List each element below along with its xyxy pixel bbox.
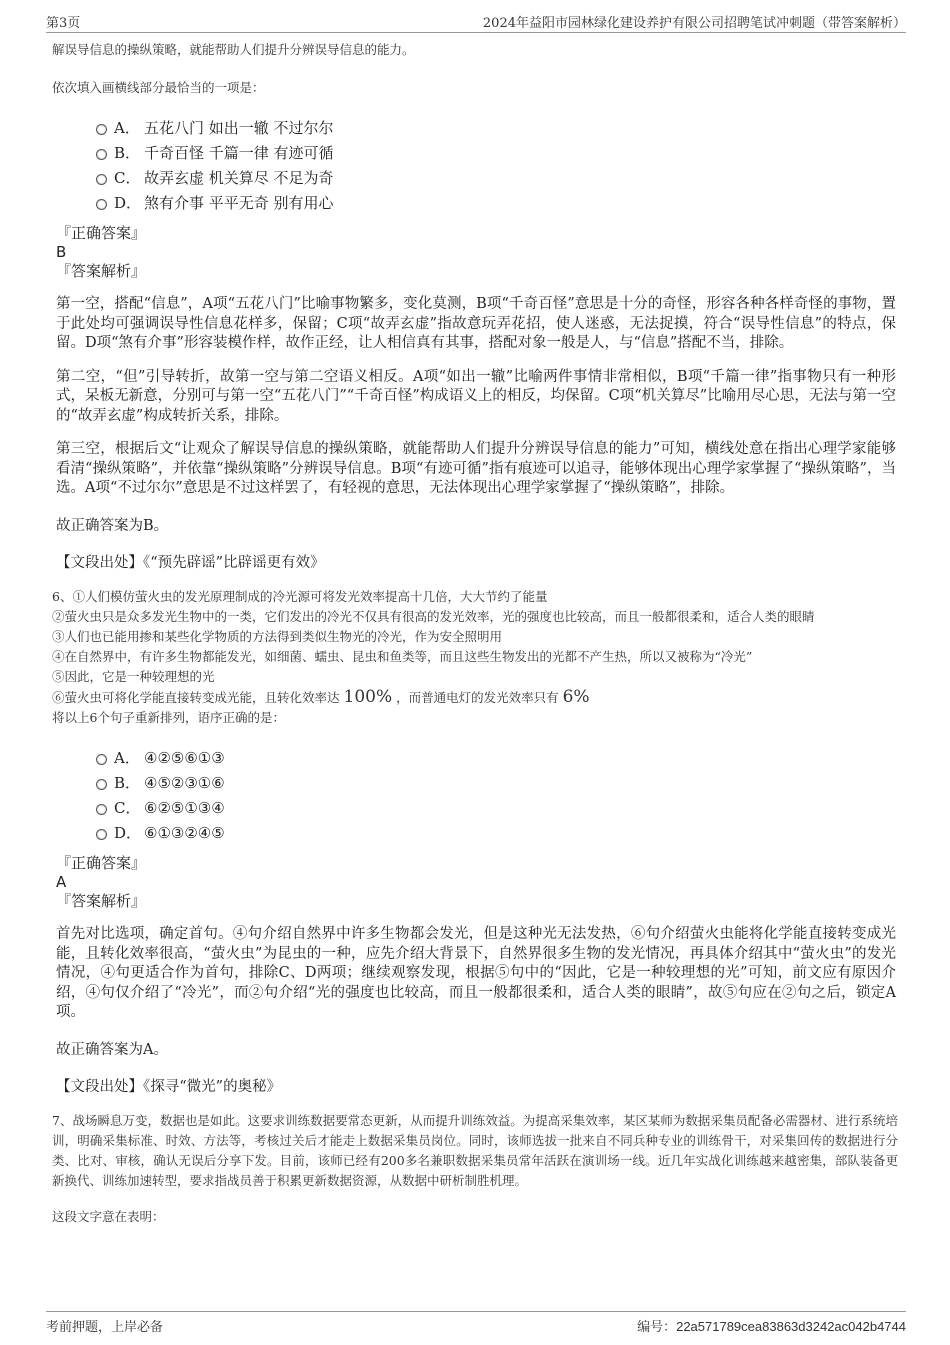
option-text: ④②⑤⑥①③	[144, 749, 225, 767]
sentence-4: ④在自然界中，有许多生物都能发光，如细菌、蠕虫、昆虫和鱼类等，而且这些生物发出的光都不产生热，所以又被称为“冷光”	[52, 649, 753, 664]
analysis-label: 『答案解析』	[56, 262, 147, 280]
option-c[interactable]	[96, 166, 906, 191]
option-letter: B．	[114, 774, 141, 792]
option-text: 故弄玄虚 机关算尽 不足为奇	[144, 169, 334, 187]
sentence-6-text: ⑥萤火虫可将化学能直接转变成光能，且转化效率达	[52, 690, 340, 705]
document-title: 2024年益阳市园林绿化建设养护有限公司招聘笔试冲刺题（带答案解析）	[482, 16, 906, 31]
option-letter: B．	[114, 144, 141, 162]
radio-button-icon[interactable]	[96, 804, 107, 815]
radio-button-icon[interactable]	[96, 174, 107, 185]
radio-button-icon[interactable]	[96, 199, 107, 210]
math-formula: 6%	[562, 687, 590, 707]
math-formula: 100%	[343, 687, 393, 707]
option-b[interactable]	[96, 141, 906, 166]
option-text: ⑥①③②④⑤	[144, 824, 225, 842]
page-footer	[46, 1311, 906, 1336]
radio-button-icon[interactable]	[96, 149, 107, 160]
question-intro-text: 解误导信息的操纵策略，就能帮助人们提升分辨误导信息的能力。	[52, 42, 415, 57]
option-text: 煞有介事 平平无奇 别有用心	[144, 194, 334, 212]
footer-slogan: 考前押题，上岸必备	[46, 1320, 164, 1335]
radio-button-icon[interactable]	[96, 124, 107, 135]
document-id-value: 22a571789cea83863d3242ac042b4744	[676, 1319, 906, 1334]
option-text: ⑥②⑤①③④	[144, 799, 225, 817]
analysis-conclusion: 故正确答案为A。	[56, 1041, 168, 1058]
option-d[interactable]	[96, 191, 906, 216]
sentence-6-text: ，而普通电灯的发光效率只有	[396, 690, 559, 705]
option-a[interactable]	[96, 746, 906, 771]
correct-answer-label: 『正确答案』	[56, 854, 147, 872]
sentence-2: ②萤火虫只是众多发光生物中的一类，它们发出的冷光不仅具有很高的发光效率，光的强度也比较高，而且一般都很柔和，适合人类的眼睛	[52, 609, 815, 624]
option-d[interactable]	[96, 821, 906, 846]
radio-button-icon[interactable]	[96, 779, 107, 790]
option-text: ④⑤②③①⑥	[144, 774, 225, 792]
analysis-paragraph: 首先对比选项，确定首句。④句介绍自然界中许多生物都会发光，但是这种光无法发热，⑥句介绍萤火虫能将化学能直接转变成光能，且转化效率很高，“萤火虫”为昆虫的一种，应先介绍大背景下，自然界很多生物的发光情况，再具体介绍其中“萤火虫”的发光情况，④句更适合作为首句，排除C、D两项；继续观察发现，根据⑤句中的“因此，它是一种较理想的光”可知，前文应有原因介绍，④句仅介绍了“冷光”，而②句介绍“光的强度也比较高，而且一般都很柔和，适合人类的眼睛”，故⑤句应在②句之后，锁定A项。	[56, 926, 896, 1020]
page-content	[46, 40, 906, 1227]
option-letter: C．	[114, 799, 141, 817]
sentence-6	[52, 687, 906, 708]
sentence-5: ⑤因此，它是一种较理想的光	[52, 669, 215, 684]
question-prompt: 将以上6个句子重新排列，语序正确的是：	[52, 710, 285, 725]
analysis-paragraph: 第一空，搭配“信息”，A项“五花八门”比喻事物繁多，变化莫测，B项“千奇百怪”意思是十分的奇怪，形容各种各样奇怪的事物，置于此处均可强调误导性信息花样多，保留；C项“故弄玄虚”指故意玩弄花招，使人迷惑，无法捉摸，符合“误导性信息”的特点，保留。D项“煞有介事”形容装模作样，故作正经，让人相信真有其事，搭配对象一般是人，与“信息”搭配不当，排除。	[56, 296, 896, 351]
option-a[interactable]	[96, 116, 906, 141]
source-citation: 【文段出处】《探寻“微光”的奥秘》	[56, 1079, 282, 1095]
question-7-text: 7、战场瞬息万变，数据也是如此。这要求训练数据要常态更新，从而提升训练效益。为提高采集效率，某区某师为数据采集员配备必需器材、进行系统培训，明确采集标准、时效、方法等，考核过关后才能走上数据采集员岗位。同时，该师选拔一批来自不同兵种专业的训练骨干，对采集回传的数据进行分类、比对、审核，确认无误后分享下发。目前，该师已经有200多名兼职数据采集员常年活跃在演训场一线。近几年实战化训练越来越密集，部队装备更新换代、训练加速转型，要求指战员善于积累更新数据资源，从数据中研析制胜机理。	[52, 1113, 898, 1188]
correct-answer: A	[56, 873, 67, 891]
option-letter: A．	[114, 749, 140, 767]
option-text: 五花八门 如出一辙 不过尔尔	[144, 119, 334, 137]
answer-options	[96, 746, 906, 846]
analysis-label: 『答案解析』	[56, 892, 147, 910]
analysis-paragraph: 第二空，“但”引导转折，故第一空与第二空语义相反。A项“如出一辙”比喻两件事情非常相似，B项“千篇一律”指事物只有一种形式，呆板无新意，分别可与第一空“五花八门”“千奇百怪”构成语义上的相反，均保留。C项“机关算尽”比喻用尽心思，无法与第一空的“故弄玄虚”构成转折关系，排除。	[56, 368, 896, 424]
option-b[interactable]	[96, 771, 906, 796]
answer-options	[96, 116, 906, 216]
radio-button-icon[interactable]	[96, 829, 107, 840]
analysis-paragraph: 第三空，根据后文“让观众了解误导信息的操纵策略，就能帮助人们提升分辨误导信息的能力”可知，横线处意在指出心理学家能够看清“操纵策略”，并依靠“操纵策略”分辨误导信息。B项“有迹可循”指有痕迹可以追寻，能够体现出心理学家掌握了“操纵策略”，当选。A项“不过尔尔”意思是不过这样罢了，有轻视的意思，无法体现出心理学家掌握了“操纵策略”，排除。	[56, 441, 896, 496]
option-letter: A．	[114, 119, 140, 137]
source-citation: 【文段出处】《“预先辟谣”比辟谣更有效》	[56, 555, 325, 571]
analysis-conclusion: 故正确答案为B。	[56, 517, 169, 534]
question-prompt: 这段文字意在表明：	[52, 1209, 165, 1224]
sentence-3: ③人们也已能用掺和某些化学物质的方法得到类似生物光的冷光，作为安全照明用	[52, 629, 503, 644]
option-letter: D．	[114, 824, 142, 842]
radio-button-icon[interactable]	[96, 754, 107, 765]
page-header	[46, 10, 906, 33]
option-c[interactable]	[96, 796, 906, 821]
document-id	[637, 1316, 906, 1335]
question-prompt: 依次填入画横线部分最恰当的一项是：	[52, 80, 265, 95]
correct-answer-label: 『正确答案』	[56, 224, 147, 242]
page-number: 第3页	[46, 16, 81, 31]
option-letter: D．	[114, 194, 142, 212]
sentence-1: 6、①人们模仿萤火虫的发光原理制成的冷光源可将发光效率提高十几倍，大大节约了能量	[52, 589, 548, 604]
correct-answer: B	[56, 243, 67, 261]
document-id-label: 编号：	[637, 1320, 677, 1335]
option-letter: C．	[114, 169, 141, 187]
option-text: 千奇百怪 千篇一律 有迹可循	[144, 144, 334, 162]
